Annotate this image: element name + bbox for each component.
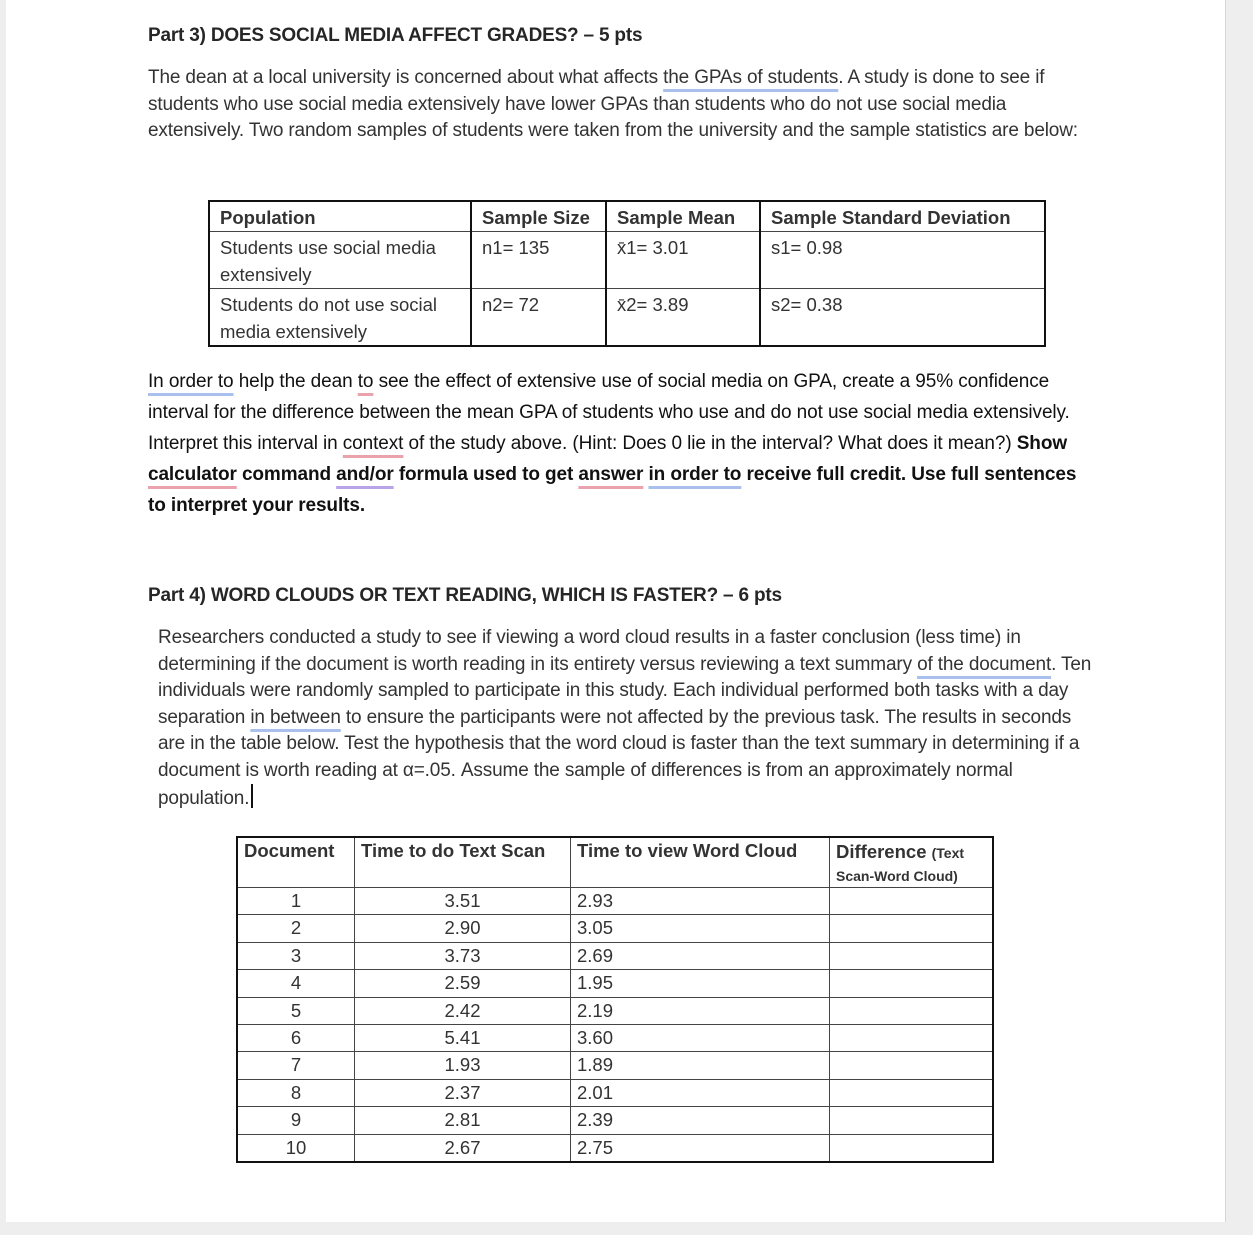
document-page: [6, 0, 1226, 1222]
table-row: 8 2.37 2.01: [237, 1079, 993, 1106]
table-row: 7 1.93 1.89: [237, 1052, 993, 1079]
text-cursor: [251, 784, 253, 808]
header-population: Population: [209, 201, 471, 232]
table-row: 10 2.67 2.75: [237, 1134, 993, 1162]
table-row: 9 2.81 2.39: [237, 1107, 993, 1134]
table-row: [209, 232, 1045, 289]
spelling-suggestion[interactable]: calculator: [148, 464, 237, 485]
header-difference: Difference (Text Scan-Word Cloud): [830, 837, 994, 888]
difference-cell[interactable]: [830, 942, 994, 969]
table-row: 4 2.59 1.95: [237, 970, 993, 997]
table-row: 2 2.90 3.05: [237, 915, 993, 942]
header-document: Document: [237, 837, 355, 888]
table-row: 1 3.51 2.93: [237, 888, 993, 915]
header-sample-size: Sample Size: [471, 201, 606, 232]
table-header-row: [209, 201, 1045, 232]
spelling-suggestion[interactable]: context: [342, 433, 404, 454]
population-cell: Students use social media extensively: [209, 232, 471, 289]
part4-heading: Part 4) WORD CLOUDS OR TEXT READING, WHICH IS FASTER? – 6 pts: [148, 585, 782, 606]
grammar-suggestion[interactable]: in order to: [648, 464, 742, 485]
sample-size-cell: n2= 72: [471, 289, 606, 347]
sample-statistics-table: [208, 200, 1046, 347]
table-row: [209, 289, 1045, 347]
header-text-scan: Time to do Text Scan: [355, 837, 571, 888]
part4-intro[interactable]: Researchers conducted a study to see if viewing a word cloud results in a faster conclusion (less time) in determining if the document is worth reading in its entirety versus reviewing a text summary of the document. Ten individuals were randomly sampled to participate in this study. Each individual performed both tasks with a day separation in between to ensure the participants were not affected by the previous task. The results in seconds are in the table below. Test the hypothesis that the word cloud is faster than the text summary in determining if a document is worth reading at α=.05. Assume the sample of differences is from an approximately normal population.: [158, 627, 1092, 809]
header-sample-sd: Sample Standard Deviation: [760, 201, 1045, 232]
spelling-suggestion[interactable]: to: [357, 371, 374, 392]
difference-cell[interactable]: [830, 915, 994, 942]
difference-cell[interactable]: [830, 888, 994, 915]
difference-cell[interactable]: [830, 1134, 994, 1162]
difference-cell[interactable]: [830, 1052, 994, 1079]
difference-cell[interactable]: [830, 1107, 994, 1134]
table-row: 5 2.42 2.19: [237, 997, 993, 1024]
difference-cell[interactable]: [830, 1025, 994, 1052]
sample-mean-cell: x̄1= 3.01: [606, 232, 760, 289]
table-header-row: [237, 837, 993, 888]
style-suggestion[interactable]: and/or: [336, 464, 394, 485]
header-word-cloud: Time to view Word Cloud: [571, 837, 830, 888]
difference-cell[interactable]: [830, 1079, 994, 1106]
spelling-suggestion[interactable]: answer: [578, 464, 644, 485]
table-row: 3 3.73 2.69: [237, 942, 993, 969]
difference-cell[interactable]: [830, 970, 994, 997]
part3-heading: Part 3) DOES SOCIAL MEDIA AFFECT GRADES? – 5 pts: [148, 25, 643, 46]
grammar-suggestion[interactable]: In order to: [148, 371, 234, 392]
table-row: 6 5.41 3.60: [237, 1025, 993, 1052]
word-cloud-table: [236, 836, 994, 1163]
header-sample-mean: Sample Mean: [606, 201, 760, 232]
sample-sd-cell: s1= 0.98: [760, 232, 1045, 289]
sample-size-cell: n1= 135: [471, 232, 606, 289]
sample-mean-cell: x̄2= 3.89: [606, 289, 760, 347]
grammar-suggestion[interactable]: the GPAs of students: [663, 67, 839, 88]
grammar-suggestion[interactable]: in between: [250, 706, 341, 728]
part3-intro: The dean at a local university is concerned about what affects the GPAs of students. A study is done to see if students who use social media extensively have lower GPAs than students who do not use social media extensively. Two random samples of students were taken from the university and the sample statistics are below:: [148, 67, 1078, 141]
part3-instructions: In order to help the dean to see the effect of extensive use of social media on GPA, create a 95% confidence interval for the difference between the mean GPA of students who use and do not use social media extensively. Interpret this interval in context of the study above. (Hint: Does 0 lie in the interval? What does it mean?) Show calculator command and/or formula used to get answer in order to receive full credit. Use full sentences to interpret your results.: [148, 371, 1077, 516]
population-cell: Students do not use social media extensively: [209, 289, 471, 347]
grammar-suggestion[interactable]: of the document: [917, 653, 1052, 675]
difference-cell[interactable]: [830, 997, 994, 1024]
sample-sd-cell: s2= 0.38: [760, 289, 1045, 347]
